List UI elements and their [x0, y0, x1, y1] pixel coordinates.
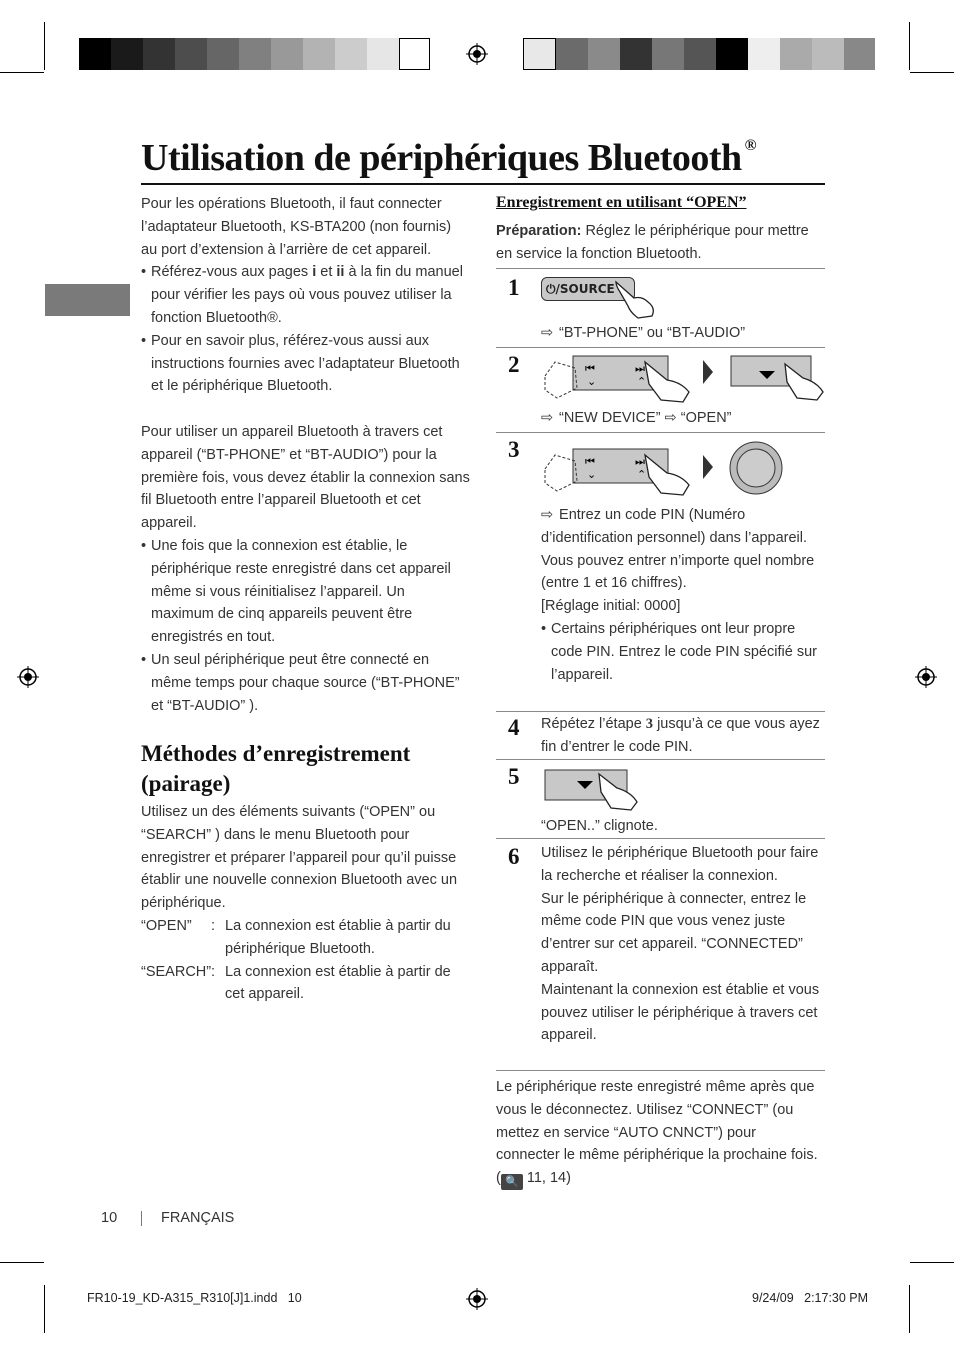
crop-mark — [910, 72, 954, 73]
footer-divider — [141, 1211, 142, 1226]
step-number: 3 — [508, 437, 520, 462]
list-item: • Pour en savoir plus, référez-vous aussi aux instructions fournies avec l’adaptateur Bluetooth et le périphérique Bluetooth. — [141, 332, 460, 395]
down-button-illustration — [541, 768, 641, 812]
registration-mark-icon — [466, 43, 488, 65]
arrow-right-icon: ⇨ — [541, 325, 554, 341]
print-file-name: FR10-19_KD-A315_R310[J]1.indd 10 — [87, 1291, 302, 1305]
methods-section — [141, 801, 471, 1006]
list-item: • Certains périphériques ont leur propre code PIN. Entrez le code PIN spécifié sur l’appareil. — [541, 620, 817, 683]
methods-intro: Utilisez un des éléments suivants (“OPEN” ou “SEARCH” ) dans le menu Bluetooth pour enregistrer et préparer l’appareil pour qu’il puisse établir une nouvelle connexion Bluetooth avec un périphérique. — [141, 804, 458, 912]
definition-row: “SEARCH” : La connexion est établie à partir de cet appareil. — [141, 963, 451, 1003]
svg-text:⌄: ⌄ — [587, 375, 597, 388]
step2-illustration — [541, 354, 826, 404]
step3-notes: ⇨ Entrez un code PIN (Numéro d’identification personnel) dans l’appareil. Vous pouvez entrer n’importe quel nombre (entre 1 et 16 chiffres). [Réglage initial: 0000] • Certains périphériques ont leur propre code PIN. Entrez le code PIN spécifié sur l’appareil. — [541, 504, 823, 686]
preparation: Préparation: Réglez le périphérique pour mettre en service la fonction Bluetooth. — [496, 223, 809, 262]
magnifier-icon: 🔍 — [501, 1174, 523, 1190]
power-icon: ⏻ — [546, 282, 556, 296]
usage-paragraph: Pour utiliser un appareil Bluetooth à travers cet appareil (“BT-PHONE” et “BT-AUDIO”) pour la première fois, vous devez établir la connexion sans fil Bluetooth entre l’appareil Bluetooth et cet appareil. — [141, 423, 470, 532]
step-number: 6 — [508, 844, 520, 869]
svg-text:⌄: ⌄ — [587, 468, 597, 481]
page-title: Utilisation de périphériques Bluetooth ® — [141, 137, 757, 179]
source-button[interactable]: ⏻/SOURCE — [541, 277, 635, 301]
methods-heading: Méthodes d’enregistrement (pairage) — [141, 741, 411, 796]
closing-paragraph: Le périphérique reste enregistré même après que vous le déconnectez. Utilisez “CONNECT” (ou mettez en service “AUTO CNNCT”) pour connecter le même périphérique la prochaine fois. ( 🔍 11, 14) — [496, 1079, 818, 1189]
crop-mark — [0, 72, 44, 73]
step-number: 4 — [508, 715, 520, 740]
registration-mark-icon — [466, 1288, 488, 1310]
list-item: • Une fois que la connexion est établie, le périphérique reste enregistré dans cet appareil même si vous réinitialisez l’appareil. Un maximum de cinq appareils peuvent être enregistrés en tout. — [141, 537, 451, 646]
list-item: • Référez-vous aux pages i et ii à la fin du manuel pour vérifier les pays où vous pouvez utiliser la fonction Bluetooth®. — [141, 264, 463, 326]
title-rule — [141, 183, 825, 185]
step-note: ⇨ “NEW DEVICE” ⇨ “OPEN” — [541, 407, 732, 430]
left-column — [141, 193, 471, 717]
hand-pointer-icon — [612, 278, 660, 320]
intro-paragraph: Pour les opérations Bluetooth, il faut connecter l’adaptateur Bluetooth, KS-BTA200 (non fournis) au port d’extension à l’arrière de cet appareil. — [141, 196, 452, 258]
open-heading: Enregistrement en utilisant “OPEN” — [496, 194, 747, 211]
print-date: 9/24/09 2:17:30 PM — [752, 1291, 869, 1305]
step-number: 2 — [508, 352, 520, 377]
arrow-right-icon: ⇨ — [541, 507, 554, 523]
language-label: FRANÇAIS — [161, 1210, 235, 1226]
definition-row: “OPEN” : La connexion est établie à partir du périphérique Bluetooth. — [141, 917, 451, 957]
svg-text:⌃: ⌃ — [637, 468, 647, 481]
step-note: “OPEN..” clignote. — [541, 818, 658, 834]
registration-mark-icon — [17, 666, 39, 688]
page-number: 10 — [101, 1210, 118, 1226]
svg-text:⏮: ⏮ — [585, 455, 595, 468]
arrow-right-icon: ⇨ — [541, 410, 554, 426]
step-number: 1 — [508, 275, 520, 300]
svg-text:⏮: ⏮ — [585, 362, 595, 375]
crop-mark — [0, 1262, 44, 1263]
section-tab — [45, 284, 130, 316]
step-number: 5 — [508, 764, 520, 789]
step3-illustration — [541, 439, 791, 499]
crop-mark — [910, 1262, 954, 1263]
step-note: ⇨ “BT-PHONE” ou “BT-AUDIO” — [541, 322, 745, 345]
svg-text:⏭: ⏭ — [635, 455, 645, 468]
step6-text: Utilisez le périphérique Bluetooth pour faire la recherche et réaliser la connexion. Sur le périphérique à connecter, entrez le même code PIN que vous venez juste d’entrer sur cet appareil. “CONNECTED” apparaît. Maintenant la connexion est établie et vous pouvez utiliser le périphérique à travers cet appareil. — [541, 845, 820, 1044]
crop-mark — [909, 22, 910, 70]
svg-text:⌃: ⌃ — [637, 375, 647, 388]
step4-text: Répétez l’étape 3 jusqu’à ce que vous ayez fin d’entrer le code PIN. — [541, 716, 820, 755]
registration-mark-icon — [915, 666, 937, 688]
crop-mark — [44, 22, 45, 70]
list-item: • Un seul périphérique peut être connecté en même temps pour chaque source (“BT-PHONE” et “BT-AUDIO” ). — [141, 651, 460, 714]
svg-text:⏭: ⏭ — [635, 362, 645, 375]
crop-mark — [909, 1285, 910, 1333]
crop-mark — [44, 1285, 45, 1333]
